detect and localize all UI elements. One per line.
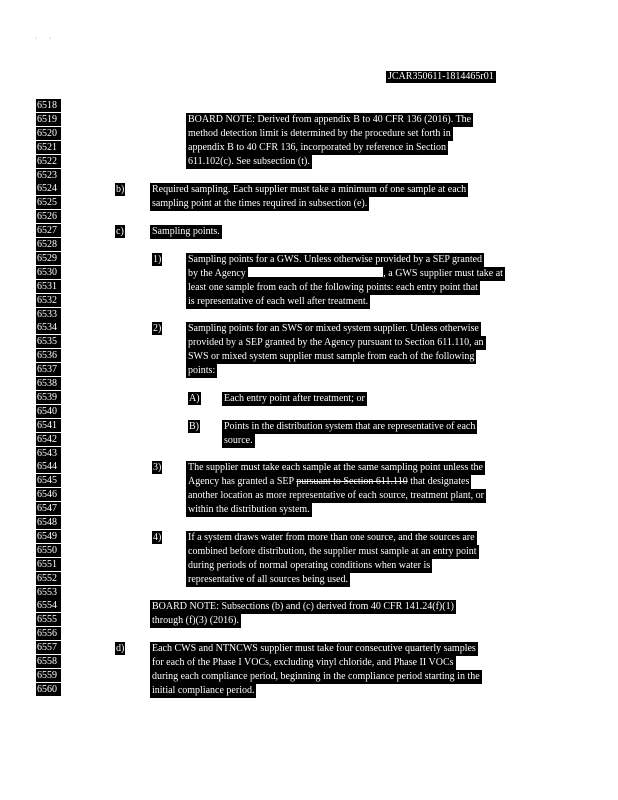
line-number: 6520 <box>36 127 61 140</box>
line-number: 6560 <box>36 683 61 696</box>
subsection-d-line-3: during each compliance period, beginning in the compliance period starting in the <box>152 671 480 682</box>
subsection-c3-marker: 3) <box>153 462 162 473</box>
subsection-c-label: Sampling points. <box>152 226 220 237</box>
board-note-1-line-2: method detection limit is determined by the procedure set forth in <box>188 128 451 139</box>
line-number: 6552 <box>36 572 61 585</box>
line-number: 6555 <box>36 613 61 626</box>
line-number: 6518 <box>36 99 61 112</box>
line-number: 6519 <box>36 113 61 126</box>
line-number: 6543 <box>36 447 61 460</box>
subsection-c2-line-4: points: <box>188 365 216 376</box>
line-number: 6546 <box>36 488 61 501</box>
subsection-c1-line-3: least one sample from each of the following points: each entry point that <box>188 282 478 293</box>
line-number: 6558 <box>36 655 61 668</box>
subsection-d-line-2: for each of the Phase I VOCs, excluding vinyl chloride, and Phase II VOCs <box>152 657 454 668</box>
line-number: 6541 <box>36 419 61 432</box>
subsection-c2-line-1: Sampling points for an SWS or mixed system supplier. Unless otherwise <box>188 323 479 334</box>
subsection-b-line-2: sampling point at the times required in subsection (e). <box>152 198 368 209</box>
subsection-c3-line-4: within the distribution system. <box>188 504 310 515</box>
line-number: 6539 <box>36 391 61 404</box>
subsection-c2-line-3: SWS or mixed system supplier must sample from each of the following <box>188 351 475 362</box>
subsection-c4-marker: 4) <box>153 532 162 543</box>
board-note-1-line-1: BOARD NOTE: Derived from appendix B to 40 CFR 136 (2016). The <box>188 114 472 125</box>
scan-artifact: · · <box>35 36 51 42</box>
subsection-d-marker: d) <box>116 643 125 654</box>
line-number: 6547 <box>36 502 61 515</box>
subsection-c4-line-1: If a system draws water from more than one source, and the sources are <box>188 532 475 543</box>
line-number: 6535 <box>36 335 61 348</box>
line-number: 6526 <box>36 210 61 223</box>
subsection-c2A-marker: A) <box>189 393 200 404</box>
line-number: 6550 <box>36 544 61 557</box>
subsection-c3-line-2: Agency has granted a SEP pursuant to Section 611.110 that designates <box>188 476 470 487</box>
subsection-c2A-text: Each entry point after treatment; or <box>224 393 365 404</box>
subsection-c2-marker: 2) <box>153 323 162 334</box>
subsection-c4-line-2: combined before distribution, the supplier must sample at an entry point <box>188 546 477 557</box>
subsection-c2B-marker: B) <box>189 421 199 432</box>
subsection-c2-line-2: provided by a SEP granted by the Agency pursuant to Section 611.110, an <box>188 337 484 348</box>
line-number: 6531 <box>36 280 61 293</box>
line-number: 6532 <box>36 294 61 307</box>
line-number: 6533 <box>36 308 61 321</box>
subsection-c2B-line-1: Points in the distribution system that are representative of each <box>224 421 476 432</box>
subsection-b-marker: b) <box>116 184 125 195</box>
line-number: 6557 <box>36 641 61 654</box>
line-number: 6525 <box>36 196 61 209</box>
subsection-c1-line-4: is representative of each well after treatment. <box>188 296 369 307</box>
line-number: 6523 <box>36 169 61 182</box>
line-number: 6530 <box>36 266 61 279</box>
board-note-2-line-1: BOARD NOTE: Subsections (b) and (c) derived from 40 CFR 141.24(f)(1) <box>152 601 454 612</box>
line-number: 6540 <box>36 405 61 418</box>
subsection-c4-line-3: during periods of normal operating conditions when water is <box>188 560 431 571</box>
document-id: JCAR350611-1814465r01 <box>388 71 494 82</box>
line-number: 6556 <box>36 627 61 640</box>
board-note-1-line-4: 611.102(c). See subsection (t). <box>188 156 310 167</box>
line-number: 6529 <box>36 252 61 265</box>
line-number: 6551 <box>36 558 61 571</box>
subsection-c1-line-1: Sampling points for a GWS. Unless otherwise provided by a SEP granted <box>188 254 483 265</box>
line-number: 6537 <box>36 363 61 376</box>
line-number: 6554 <box>36 599 61 612</box>
line-number: 6521 <box>36 141 61 154</box>
subsection-c1-marker: 1) <box>153 254 162 265</box>
line-number: 6542 <box>36 433 61 446</box>
line-number: 6524 <box>36 182 61 195</box>
line-number: 6538 <box>36 377 61 390</box>
subsection-c4-line-4: representative of all sources being used. <box>188 574 348 585</box>
line-number: 6522 <box>36 155 61 168</box>
subsection-c-marker: c) <box>116 226 124 237</box>
subsection-c3-line-3: another location as more representative of each source, treatment plant, or <box>188 490 484 501</box>
redacted-text <box>248 267 383 277</box>
line-number: 6534 <box>36 321 61 334</box>
line-number: 6545 <box>36 474 61 487</box>
subsection-c1-line-2: by the Agency , a GWS supplier must take at <box>188 268 503 279</box>
line-number: 6536 <box>36 349 61 362</box>
board-note-2-line-2: through (f)(3) (2016). <box>152 615 239 626</box>
struck-text: pursuant to Section 611.110 <box>296 476 408 487</box>
subsection-c2B-line-2: source. <box>224 435 253 446</box>
line-number: 6559 <box>36 669 61 682</box>
subsection-b-line-1: Required sampling. Each supplier must take a minimum of one sample at each <box>152 184 467 195</box>
subsection-d-line-4: initial compliance period. <box>152 685 255 696</box>
board-note-1-line-3: appendix B to 40 CFR 136, incorporated by reference in Section <box>188 142 446 153</box>
line-number: 6527 <box>36 224 61 237</box>
line-number: 6544 <box>36 460 61 473</box>
subsection-d-line-1: Each CWS and NTNCWS supplier must take four consecutive quarterly samples <box>152 643 476 654</box>
line-number: 6549 <box>36 530 61 543</box>
line-number: 6548 <box>36 516 61 529</box>
line-number: 6528 <box>36 238 61 251</box>
subsection-c3-line-1: The supplier must take each sample at the same sampling point unless the <box>188 462 483 473</box>
line-number: 6553 <box>36 586 61 599</box>
